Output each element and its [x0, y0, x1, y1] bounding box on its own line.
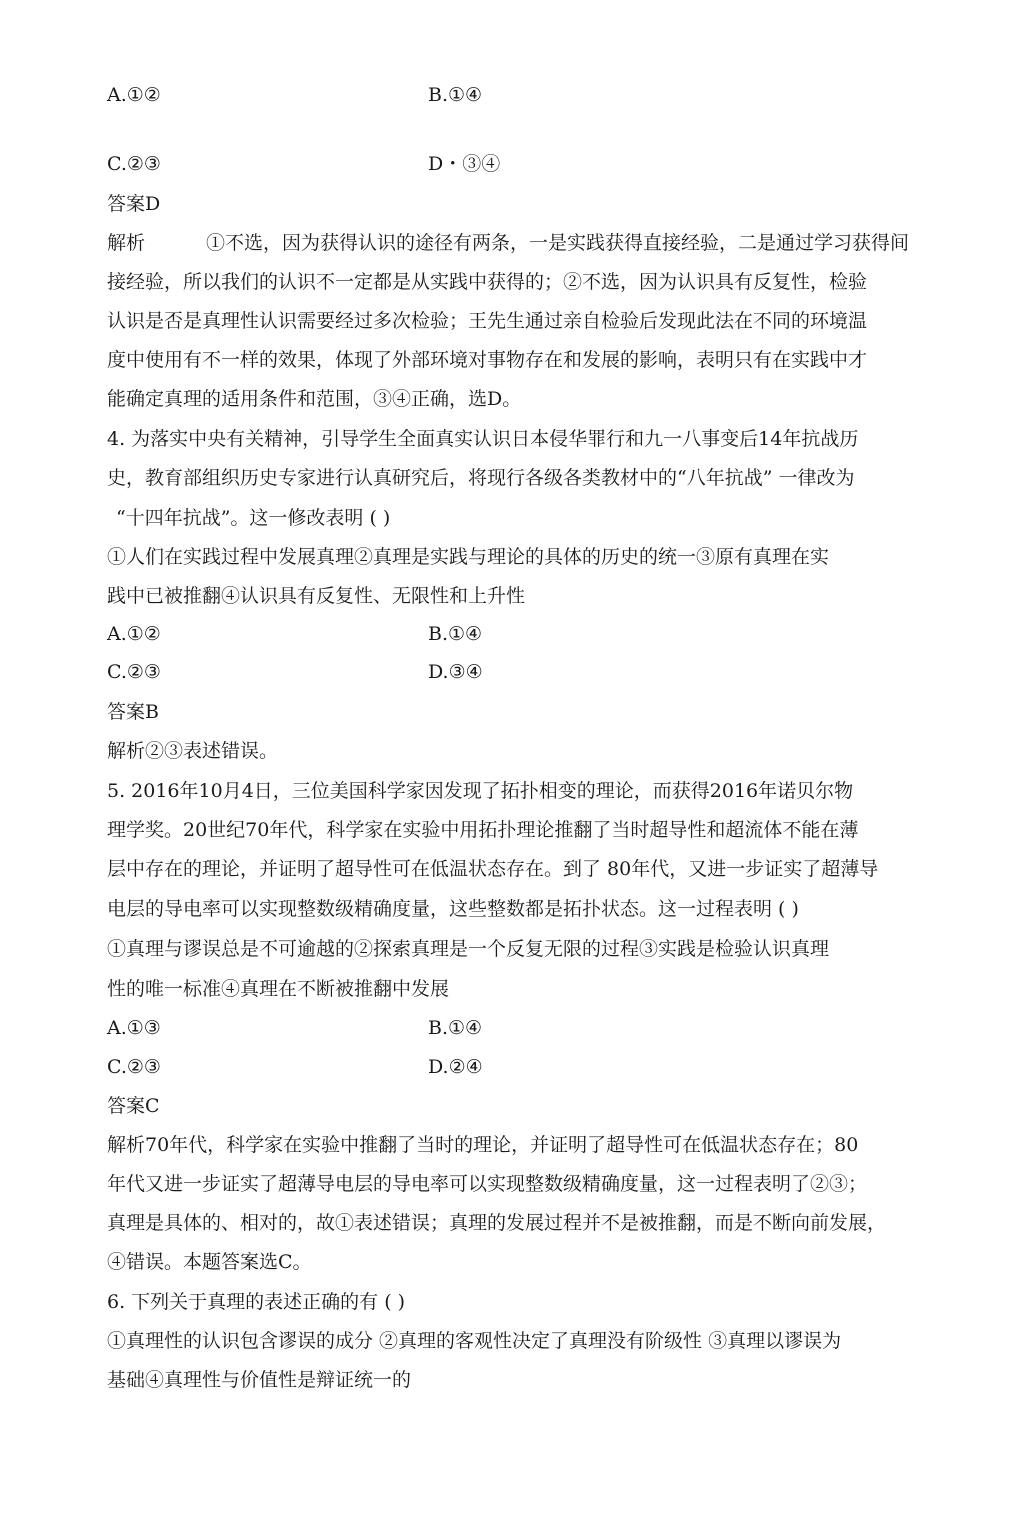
q3-answer: 答案D: [107, 193, 161, 215]
q5-statement-line: 性的唯一标准④真理在不断被推翻中发展: [107, 978, 450, 1000]
q3-option-d: D・③④: [428, 153, 501, 175]
q4-answer: 答案B: [107, 701, 159, 723]
q4-option-b: B.①④: [428, 623, 483, 645]
q3-option-b: B.①④: [428, 84, 483, 106]
q4-option-c: C.②③: [107, 661, 161, 683]
q3-analysis-line: 度中使用有不一样的效果，体现了外部环境对事物存在和发展的影响，表明只有在实践中才: [107, 349, 868, 371]
q5-option-a: A.①③: [107, 1017, 161, 1039]
q4-stem-line: 4. 为落实中央有关精神，引导学生全面真实认识日本侵华罪行和九一八事变后14年抗战历: [107, 428, 859, 450]
q6-statement-line: 基础④真理性与价值性是辩证统一的: [107, 1369, 412, 1391]
q3-analysis-line: 认识是否是真理性认识需要经过多次检验；王先生通过亲自检验后发现此法在不同的环境温: [107, 310, 868, 332]
q5-statement-line: ①真理与谬误总是不可逾越的②探索真理是一个反复无限的过程③实践是检验认识真理: [107, 938, 830, 960]
q3-analysis-line: 能确定真理的适用条件和范围，③④正确，选D。: [107, 388, 522, 410]
q4-analysis: 解析②③表述错误。: [107, 740, 279, 762]
q4-option-d: D.③④: [428, 661, 483, 683]
q5-stem-line: 层中存在的理论，并证明了超导性可在低温状态存在。到了 80年代，又进一步证实了超薄导: [107, 858, 879, 880]
q5-option-d: D.②④: [428, 1056, 483, 1078]
q5-analysis-line: 解析70年代，科学家在实验中推翻了当时的理论，并证明了超导性可在低温状态存在；80: [107, 1134, 859, 1156]
q6-statement-line: ①真理性的认识包含谬误的成分 ②真理的客观性决定了真理没有阶级性 ③真理以谬误为: [107, 1330, 842, 1352]
q5-stem-line: 5. 2016年10月4日，三位美国科学家因发现了拓扑相变的理论，而获得2016年诺贝尔物: [107, 780, 854, 802]
q3-analysis-label: 解析: [107, 232, 146, 254]
q5-option-c: C.②③: [107, 1056, 161, 1078]
q4-stem-line: “十四年抗战”。这一修改表明 ( ): [116, 507, 391, 529]
q5-analysis-line: 年代又进一步证实了超薄导电层的导电率可以实现整数级精确度量，这一过程表明了②③；: [107, 1173, 868, 1195]
q3-analysis-line: 接经验，所以我们的认识不一定都是从实践中获得的；②不选，因为认识具有反复性，检验: [107, 271, 868, 293]
q4-statement-line: 践中已被推翻④认识具有反复性、无限性和上升性: [107, 585, 526, 607]
q5-analysis-line: ④错误。本题答案选C。: [107, 1251, 312, 1273]
q4-option-a: A.①②: [107, 623, 161, 645]
q4-statement-line: ①人们在实践过程中发展真理②真理是实践与理论的具体的历史的统一③原有真理在实: [107, 546, 830, 568]
q3-analysis-line: ①不选，因为获得认识的途径有两条，一是实践获得直接经验，二是通过学习获得间: [206, 232, 910, 254]
q5-stem-line: 理学奖。20世纪70年代，科学家在实验中用拓扑理论推翻了当时超导性和超流体不能在薄: [107, 819, 859, 841]
q3-option-a: A.①②: [107, 84, 161, 106]
q5-stem-line: 电层的导电率可以实现整数级精确度量，这些整数都是拓扑状态。这一过程表明 ( ): [107, 898, 799, 920]
q4-stem-line: 史，教育部组织历史专家进行认真研究后，将现行各级各类教材中的“八年抗战” 一律改为: [107, 467, 855, 489]
q6-stem: 6. 下列关于真理的表述正确的有 ( ): [107, 1291, 406, 1313]
q5-answer: 答案C: [107, 1095, 160, 1117]
q5-option-b: B.①④: [428, 1017, 483, 1039]
q5-analysis-line: 真理是具体的、相对的，故①表述错误；真理的发展过程并不是被推翻，而是不断向前发展，: [107, 1212, 887, 1234]
q3-option-c: C.②③: [107, 153, 161, 175]
